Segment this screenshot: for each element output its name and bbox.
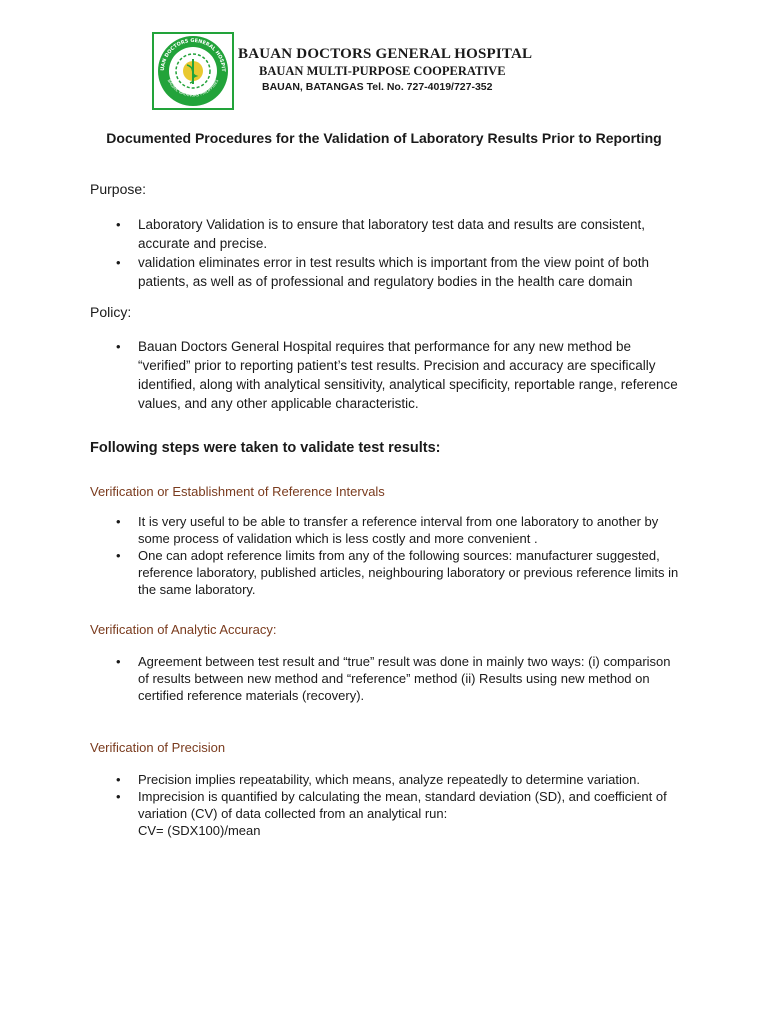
list-item: • Bauan Doctors General Hospital requires that performance for any new method be “verified” prior to reporting patient’s test results. Precision and accuracy are specifically identified, along with analytical sensitivity, analytical specificity, reportable range, reference values, and any other applicable characteristic. [90, 337, 680, 413]
policy-label: Policy: [90, 304, 132, 320]
steps-heading: Following steps were taken to validate test results: [90, 440, 441, 456]
reference-intervals-list [90, 513, 680, 598]
list-item: • One can adopt reference limits from any of the following sources: manufacturer suggested, reference laboratory, published articles, neighbouring laboratory or previous reference limits in the same laboratory. [90, 547, 680, 598]
section-heading-reference-intervals: Verification or Establishment of Reference Intervals [90, 484, 385, 499]
document-title: Documented Procedures for the Validation of Laboratory Results Prior to Reporting [106, 130, 662, 146]
analytic-accuracy-list [90, 653, 680, 704]
logo-text: UAN DOCTORS GENERAL HOSPIT [159, 37, 227, 72]
list-item: • Precision implies repeatability, which means, analyze repeatedly to determine variation. [90, 771, 680, 788]
section-heading-analytic-accuracy: Verification of Analytic Accuracy: [90, 622, 277, 637]
logo-text-bottom: BAUAN, BATANGAS PHILIPPINES [166, 78, 220, 98]
list-item: • Agreement between test result and “true” result was done in mainly two ways: (i) comparison of results between new method and “reference” method (ii) Results using new method on certified reference materials (recovery). [90, 653, 680, 704]
list-item: • validation eliminates error in test results which is important from the view point of both patients, as well as of professional and regulatory bodies in the health care domain [90, 253, 680, 291]
hospital-logo-icon [152, 32, 234, 110]
purpose-label: Purpose: [90, 181, 147, 197]
list-item [90, 788, 680, 839]
list-item-text: Imprecision is quantified by calculating the mean, standard deviation (SD), and coefficient of variation (CV) of data collected from an analytical run: [138, 789, 667, 821]
list-item: • Laboratory Validation is to ensure that laboratory test data and results are consistent, accurate and precise. [90, 215, 680, 253]
purpose-list [90, 215, 680, 291]
precision-list [90, 771, 680, 839]
list-item: • It is very useful to be able to transfer a reference interval from one laboratory to another by some process of validation which is less costly and more convenient . [90, 513, 680, 547]
cv-formula: CV= (SDX100)/mean [138, 823, 261, 838]
hospital-name: BAUAN DOCTORS GENERAL HOSPITAL [238, 46, 533, 62]
section-heading-precision: Verification of Precision [90, 740, 226, 755]
policy-list [90, 337, 680, 413]
cooperative-name: BAUAN MULTI-PURPOSE COOPERATIVE [259, 64, 506, 78]
letterhead [150, 30, 610, 112]
hospital-address: BAUAN, BATANGAS Tel. No. 727-4019/727-352 [262, 81, 493, 93]
